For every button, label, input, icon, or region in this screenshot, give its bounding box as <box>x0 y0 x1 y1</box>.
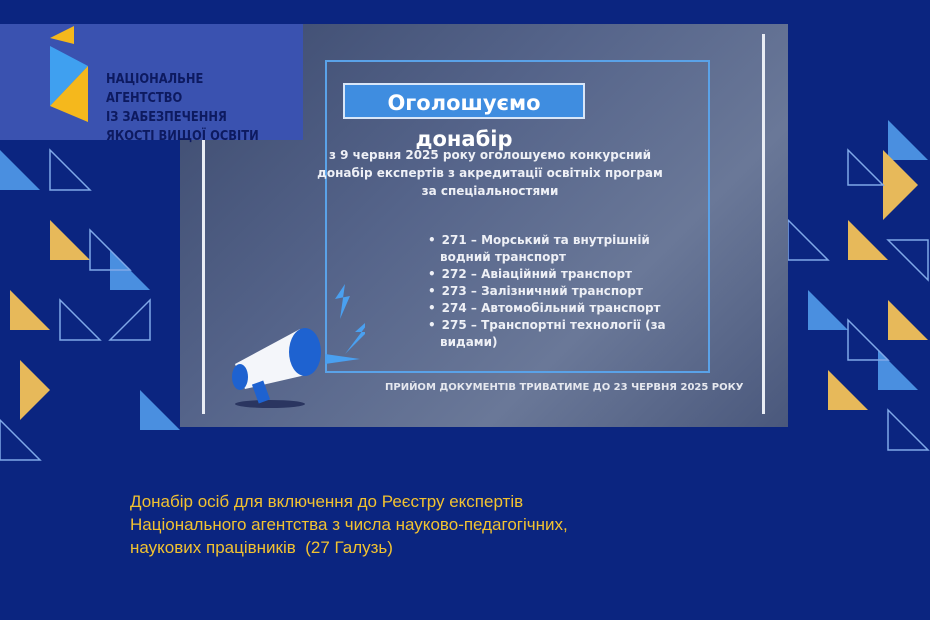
intro-line: донабір експертів з акредитації освітніх програм <box>317 166 663 180</box>
caption <box>130 490 568 559</box>
list-item: • 272 – Авіаційний транспорт <box>428 266 698 283</box>
logo-line: НАЦІОНАЛЬНЕ <box>106 71 204 87</box>
list-item: • 273 – Залізничний транспорт <box>428 283 698 300</box>
right-triangle-pattern <box>788 90 930 490</box>
logo-line: АГЕНТСТВО <box>106 90 183 106</box>
specialty-list <box>428 232 698 351</box>
caption-line: Національного агентства з числа науково-педагогічних, <box>130 515 568 534</box>
logo-text <box>106 70 259 146</box>
agency-logo <box>0 24 303 144</box>
intro-line: з 9 червня 2025 року оголошуємо конкурсний <box>328 148 652 162</box>
logo-line: ІЗ ЗАБЕЗПЕЧЕННЯ <box>106 109 227 125</box>
left-triangle-pattern <box>0 140 180 490</box>
megaphone-icon <box>215 274 365 414</box>
banner-title: Оголошуємо донабір <box>343 83 585 119</box>
logo-line: ЯКОСТІ ВИЩОЇ ОСВІТИ <box>106 128 259 144</box>
intro-line: за спеціальностями <box>421 184 559 198</box>
logo-mark-icon <box>48 26 93 122</box>
list-item: • 275 – Транспортні технології (за видами) <box>428 317 698 351</box>
caption-line: Донабір осіб для включення до Реєстру експертів <box>130 492 524 511</box>
list-item: • 274 – Автомобільний транспорт <box>428 300 698 317</box>
caption-line: наукових працівників (27 Галузь) <box>130 538 393 557</box>
list-item: • 271 – Морський та внутрішній водний транспорт <box>428 232 698 266</box>
divider <box>762 34 765 414</box>
deadline-text: ПРИЙОМ ДОКУМЕНТІВ ТРИВАТИМЕ ДО 23 ЧЕРВНЯ 2025 РОКУ <box>385 382 744 393</box>
banner-intro <box>300 146 680 200</box>
